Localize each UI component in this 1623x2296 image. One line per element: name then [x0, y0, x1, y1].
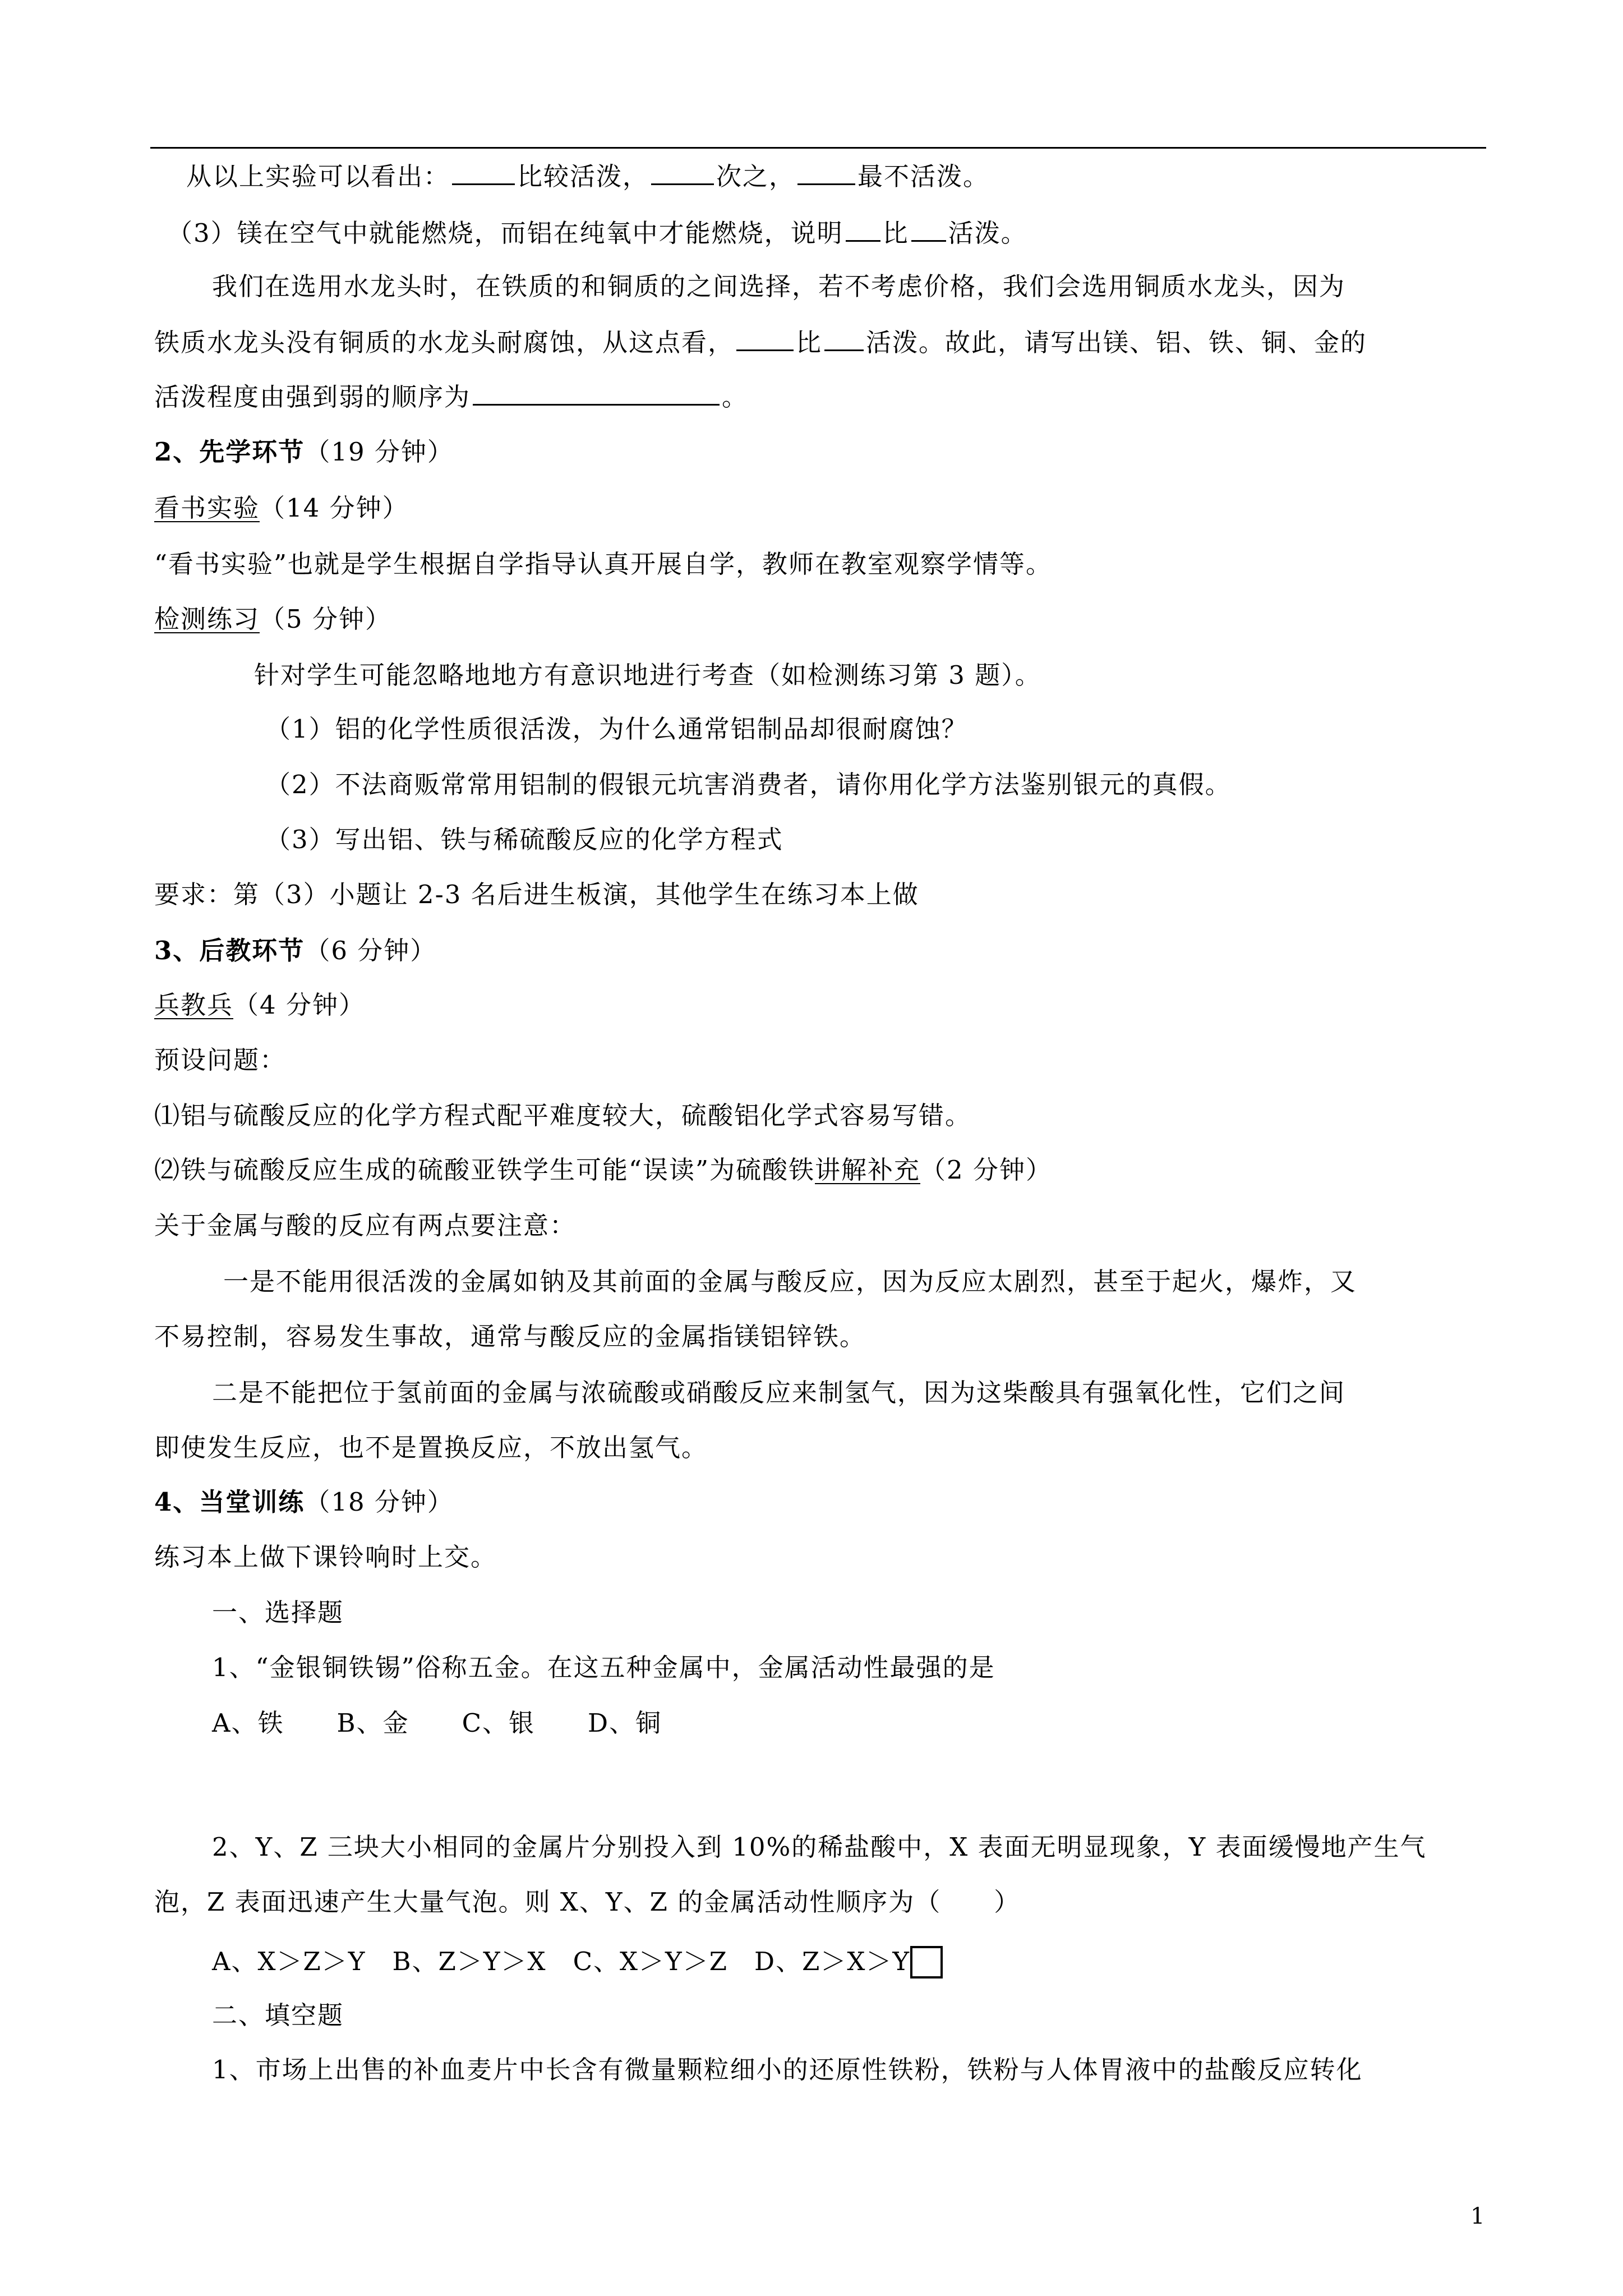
- blank[interactable]: [473, 379, 720, 406]
- mc-question-2-options: A、X＞Z＞Y B、Z＞Y＞X C、X＞Y＞Z D、Z＞X＞Y: [212, 1947, 911, 1976]
- text: 活泼程度由强到弱的顺序为: [154, 382, 471, 412]
- check-practice-heading: [154, 602, 391, 636]
- section-4-heading: [154, 1485, 454, 1519]
- question-3-line: [167, 215, 1027, 250]
- text: （2 分钟）: [920, 1155, 1052, 1185]
- section-time: （6 分钟）: [305, 936, 437, 965]
- note-2-line-1: 二是不能把位于氢前面的金属与浓硫酸或硝酸反应来制氢气，因为这柴酸具有强氧化性，它们之间: [212, 1378, 1346, 1407]
- reading-experiment-heading: [154, 491, 409, 525]
- section-title: 3、后教环节: [154, 936, 305, 965]
- blank[interactable]: [824, 325, 864, 351]
- subsection-title: 检测练习: [154, 604, 260, 634]
- text: （3）镁在空气中就能燃烧，而铝在纯氧中才能燃烧，说明: [167, 218, 843, 248]
- text: 次之，: [716, 162, 796, 191]
- fill-in-title: 二、填空题: [212, 2000, 344, 2030]
- blank[interactable]: [736, 325, 794, 351]
- conclusion-line: [186, 159, 989, 194]
- text: 活泼。故此，请写出镁、铝、铁、铜、金的: [866, 328, 1367, 357]
- section-3-heading: [154, 934, 436, 968]
- mc-question-2-line-1: 2、Y、Z 三块大小相同的金属片分别投入到 10%的稀盐酸中，X 表面无明显现象，Y 表面缓慢地产生气: [212, 1832, 1427, 1862]
- faucet-paragraph-line-3: [154, 379, 748, 414]
- text: 比: [882, 218, 909, 248]
- blank[interactable]: [797, 159, 855, 185]
- section-title: 4、当堂训练: [154, 1487, 305, 1517]
- subsection-title: 讲解补充: [815, 1155, 921, 1185]
- section-time: （18 分钟）: [305, 1487, 454, 1517]
- blank[interactable]: [846, 215, 880, 242]
- mc-question-1-options: A、铁 B、金 C、银 D、铜: [212, 1708, 662, 1738]
- reading-experiment-desc: “看书实验”也就是学生根据自学指导认真开展自学，教师在教室观察学情等。: [154, 549, 1053, 579]
- preset-problem-2: [154, 1153, 1052, 1187]
- practice-question-3: （3）写出铝、铁与稀硫酸反应的化学方程式: [265, 825, 783, 854]
- subsection-time: （14 分钟）: [260, 493, 409, 523]
- blank[interactable]: [452, 159, 515, 185]
- check-practice-intro: 针对学生可能忽略地地方有意识地进行考查（如检测练习第 3 题）。: [254, 660, 1041, 690]
- mc-question-2-line-2: 泡，Z 表面迅速产生大量气泡。则 X、Y、Z 的金属活动性顺序为（ ）: [154, 1887, 1021, 1917]
- subsection-time: （5 分钟）: [260, 604, 391, 634]
- faucet-paragraph-line-1: 我们在选用水龙头时，在铁质的和铜质的之间选择，若不考虑价格，我们会选用铜质水龙头，因为: [212, 272, 1346, 301]
- text: ⑵铁与硫酸反应生成的硫酸亚铁学生可能“误读”为硫酸铁: [154, 1155, 815, 1185]
- note-2-line-2: 即使发生反应，也不是置换反应，不放出氢气。: [154, 1433, 708, 1462]
- text: 从以上实验可以看出：: [186, 162, 450, 191]
- section-title: 2、先学环节: [154, 437, 305, 467]
- faucet-paragraph-line-2: [154, 325, 1367, 360]
- text: 比较活泼，: [517, 162, 649, 191]
- preset-label: 预设问题：: [154, 1045, 287, 1075]
- text: 活泼。: [948, 218, 1027, 248]
- subsection-title: 看书实验: [154, 493, 260, 523]
- text: 比: [796, 328, 823, 357]
- training-instruction: 练习本上做下课铃响时上交。: [154, 1542, 497, 1572]
- note-1-line-2: 不易控制，容易发生事故，通常与酸反应的金属指镁铝锌铁。: [154, 1322, 866, 1351]
- text: 铁质水龙头没有铜质的水龙头耐腐蚀，从这点看，: [154, 328, 735, 357]
- peer-teaching-heading: [154, 988, 365, 1022]
- practice-question-1: （1）铝的化学性质很活泼，为什么通常铝制品却很耐腐蚀？: [265, 714, 968, 744]
- header-rule: [150, 147, 1486, 149]
- mc-question-1: 1、“金银铜铁锡”俗称五金。在这五种金属中，金属活动性最强的是: [212, 1653, 995, 1682]
- answer-box[interactable]: [910, 1946, 943, 1978]
- section-time: （19 分钟）: [305, 437, 454, 467]
- subsection-time: （4 分钟）: [233, 990, 365, 1020]
- preset-problem-1: ⑴铝与硫酸反应的化学方程式配平难度较大，硫酸铝化学式容易写错。: [154, 1101, 972, 1130]
- requirement: 要求：第（3）小题让 2-3 名后进生板演，其他学生在练习本上做: [154, 880, 919, 909]
- text: 。: [722, 382, 749, 412]
- text: 最不活泼。: [857, 162, 990, 191]
- blank[interactable]: [911, 215, 946, 242]
- page-number: 1: [1470, 2203, 1485, 2229]
- blank[interactable]: [651, 159, 714, 185]
- note-intro: 关于金属与酸的反应有两点要注意：: [154, 1211, 577, 1240]
- section-2-heading: [154, 435, 454, 469]
- subsection-title: 兵教兵: [154, 990, 234, 1020]
- practice-question-2: （2）不法商贩常常用铝制的假银元坑害消费者，请你用化学方法鉴别银元的真假。: [265, 770, 1232, 799]
- fill-question-1: 1、市场上出售的补血麦片中长含有微量颗粒细小的还原性铁粉，铁粉与人体胃液中的盐酸反应转化: [212, 2055, 1363, 2085]
- note-1-line-1: 一是不能用很活泼的金属如钠及其前面的金属与酸反应，因为反应太剧烈，甚至于起火，爆炸，又: [223, 1267, 1357, 1296]
- multiple-choice-title: 一、选择题: [212, 1598, 344, 1627]
